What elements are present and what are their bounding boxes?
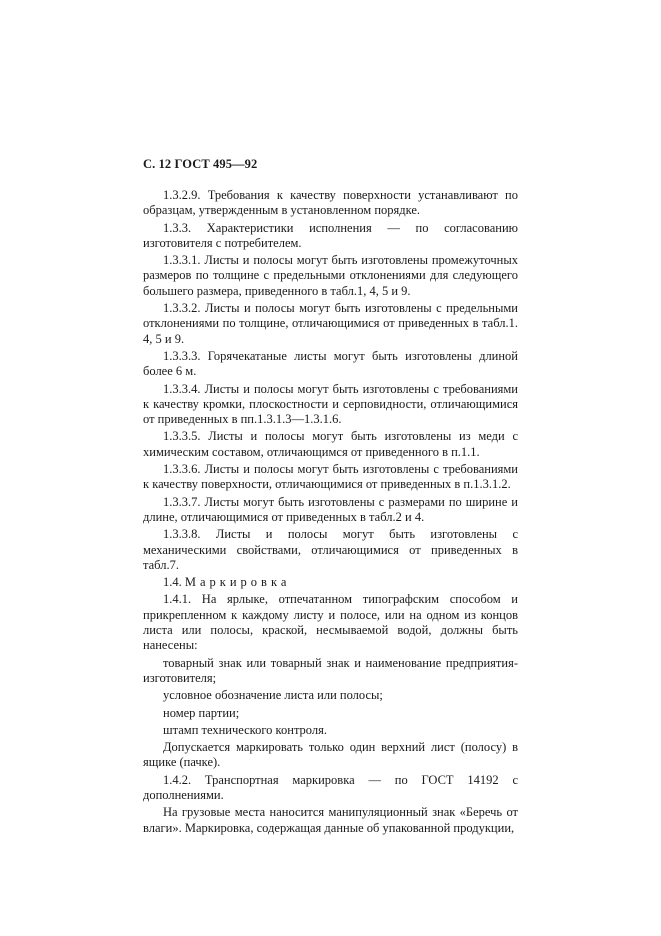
paragraph: 1.3.3. Характеристики исполнения — по согласованию изготовителя с потребителем. <box>143 220 518 250</box>
page-body <box>143 188 518 838</box>
paragraph: Допускается маркировать только один верхний лист (полосу) в ящике (пачке). <box>143 740 518 770</box>
paragraph: 1.3.3.5. Листы и полосы могут быть изготовлены из меди с химическим составом, отличающимся от приведенного в п.1.1. <box>143 429 518 459</box>
paragraph: 1.4.1. На ярлыке, отпечатанном типографским способом и прикрепленном к каждому листу и полосе, или на одном из концов листа или полосы, краской, несмываемой водой, должны быть нанесены: <box>143 592 518 653</box>
paragraph: 1.3.2.9. Требования к качеству поверхности устанавливают по образцам, утвержденным в установленном порядке. <box>143 188 518 218</box>
paragraph: 1.3.3.2. Листы и полосы могут быть изготовлены с предельными отклонениями по толщине, отличающимися от приведенных в табл.1. 4, 5 и 9. <box>143 301 518 346</box>
paragraph: 1.3.3.3. Горячекатаные листы могут быть изготовлены длиной более 6 м. <box>143 348 518 379</box>
paragraph: 1.4.2. Транспортная маркировка — по ГОСТ 14192 с дополнениями. <box>143 772 518 802</box>
list-item: условное обозначение листа или полосы; <box>163 688 383 703</box>
section-title: Маркировка <box>184 575 291 590</box>
paragraph: 1.3.3.7. Листы могут быть изготовлены с размерами по ширине и длине, отличающимися от приведенных в табл.2 и 4. <box>143 494 518 524</box>
list-item: товарный знак или товарный знак и наименование предприятия-изготовителя; <box>143 655 518 685</box>
section-number: 1.4. <box>163 575 182 590</box>
list-item: штамп технического контроля. <box>163 722 328 737</box>
paragraph: На грузовые места наносится манипуляционный знак «Беречь от влаги». Маркировка, содержащая данные об упакованной продукции, <box>143 805 518 835</box>
paragraph: 1.3.3.6. Листы и полосы могут быть изготовлены с требованиями к качеству поверхности, отличающимися от приведенных в п.1.3.1.2. <box>143 462 518 492</box>
page-header: С. 12 ГОСТ 495—92 <box>143 157 258 171</box>
paragraph: 1.3.3.4. Листы и полосы могут быть изготовлены с требованиями к качеству кромки, плоскостности и серповидности, отличающимися от приведенных в пп.1.3.1.3—1.3.1.6. <box>143 381 518 427</box>
paragraph: 1.3.3.1. Листы и полосы могут быть изготовлены промежуточных размеров по толщине с предельными отклонениями для следующего большего размера, приведенного в табл.1, 4, 5 и 9. <box>143 253 518 298</box>
list-item: номер партии; <box>163 705 240 720</box>
section-heading <box>143 575 518 590</box>
paragraph: 1.3.3.8. Листы и полосы могут быть изготовлены с механическими свойствами, отличающимися от приведенных в табл.7. <box>143 527 518 572</box>
